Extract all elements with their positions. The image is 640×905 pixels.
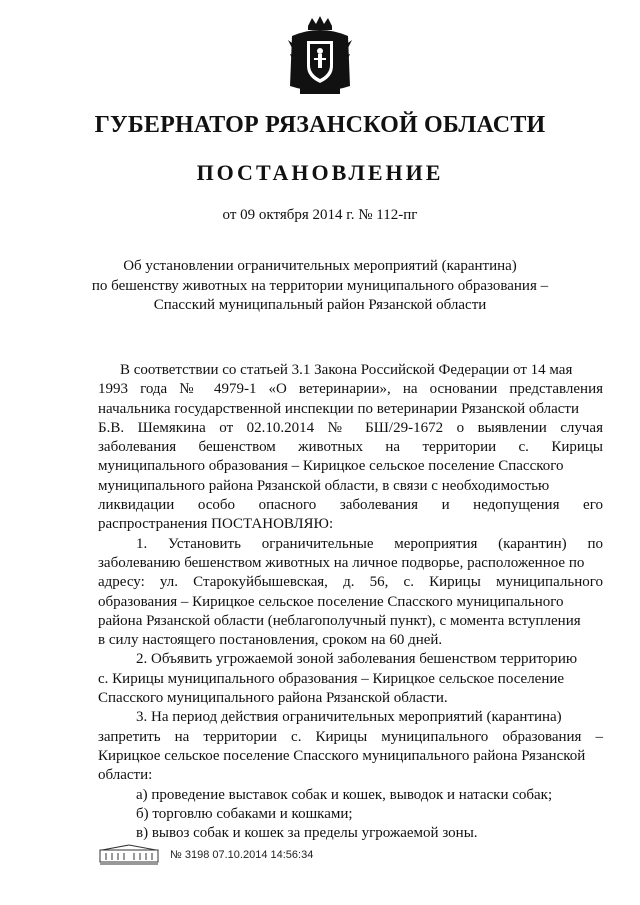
- item2-line: Спасского муниципального района Рязанской области.: [98, 690, 448, 707]
- item1-line: 1. Установить ограничительные мероприятия (карантин) по: [136, 535, 603, 552]
- governor-title: ГУБЕРНАТОР РЯЗАНСКОЙ ОБЛАСТИ: [94, 112, 546, 138]
- preamble-line: распространения ПОСТАНОВЛЯЮ:: [98, 516, 334, 533]
- item3-line: Кирицкое сельское поселение Спасского муниципального района Рязанской: [98, 747, 586, 764]
- preamble-line: Б.В. Шемякина от 02.10.2014 № БШ/29-1672 о выявлении случая: [98, 419, 603, 436]
- document-type: ПОСТАНОВЛЕНИЕ: [196, 160, 444, 185]
- item1-line: заболеванию бешенством животных на личное подворье, расположенное по: [98, 554, 585, 571]
- registration-number: № 3198 07.10.2014 14:56:34: [170, 849, 314, 861]
- registration-stamp-icon: [98, 844, 160, 866]
- item2-line: с. Кирицы муниципального образования – Кирицкое сельское поселение: [98, 670, 565, 687]
- item1-line: района Рязанской области (неблагополучный пункт), с момента вступления: [98, 612, 581, 629]
- preamble-line: заболевания бешенством животных на территории с. Кирицы: [98, 439, 603, 456]
- subject-line: по бешенству животных на территории муниципального образования –: [91, 277, 549, 294]
- document-date-number: от 09 октября 2014 г. № 112-пг: [222, 207, 418, 223]
- item1-line: образования – Кирицкое сельское поселение Спасского муниципального: [98, 593, 564, 610]
- subitem-line: б) торговлю собаками и кошками;: [136, 805, 353, 822]
- preamble-line: муниципального образования – Кирицкое сельское поселение Спасского: [98, 458, 564, 475]
- subject-line: Об установлении ограничительных мероприятий (карантина): [123, 258, 517, 274]
- item1-line: адресу: ул. Старокуйбышевская, д. 56, с. Кирицы муниципального: [98, 574, 603, 591]
- preamble-line: В соответствии со статьей 3.1 Закона Российской Федерации от 14 мая: [120, 362, 573, 378]
- document-body: [98, 361, 603, 843]
- registration-footer: [98, 844, 313, 866]
- preamble-line: ликвидации особо опасного заболевания и недопущения его: [98, 497, 603, 514]
- preamble-line: начальника государственной инспекции по ветеринарии Рязанской области: [98, 400, 579, 417]
- item3-line: 3. На период действия ограничительных мероприятий (карантина): [136, 709, 562, 726]
- preamble-line: муниципального района Рязанской области, в связи с необходимостью: [98, 477, 550, 494]
- subject-line: Спасский муниципальный район Рязанской области: [153, 297, 487, 313]
- item3-line: области:: [98, 767, 153, 784]
- item2-line: 2. Объявить угрожаемой зоной заболевания бешенством территорию: [136, 651, 578, 668]
- subitem-line: а) проведение выставок собак и кошек, выводок и натаски собак;: [136, 786, 553, 803]
- preamble-line: 1993 года № 4979-1 «О ветеринарии», на основании представления: [98, 381, 603, 398]
- subitem-line: в) вывоз собак и кошек за пределы угрожаемой зоны.: [136, 825, 478, 842]
- item3-line: запретить на территории с. Кирицы муниципального образования –: [98, 728, 603, 745]
- coat-of-arms-icon: [286, 16, 354, 98]
- item1-line: в силу настоящего постановления, сроком на 60 дней.: [98, 632, 443, 649]
- document-subject: [80, 257, 560, 316]
